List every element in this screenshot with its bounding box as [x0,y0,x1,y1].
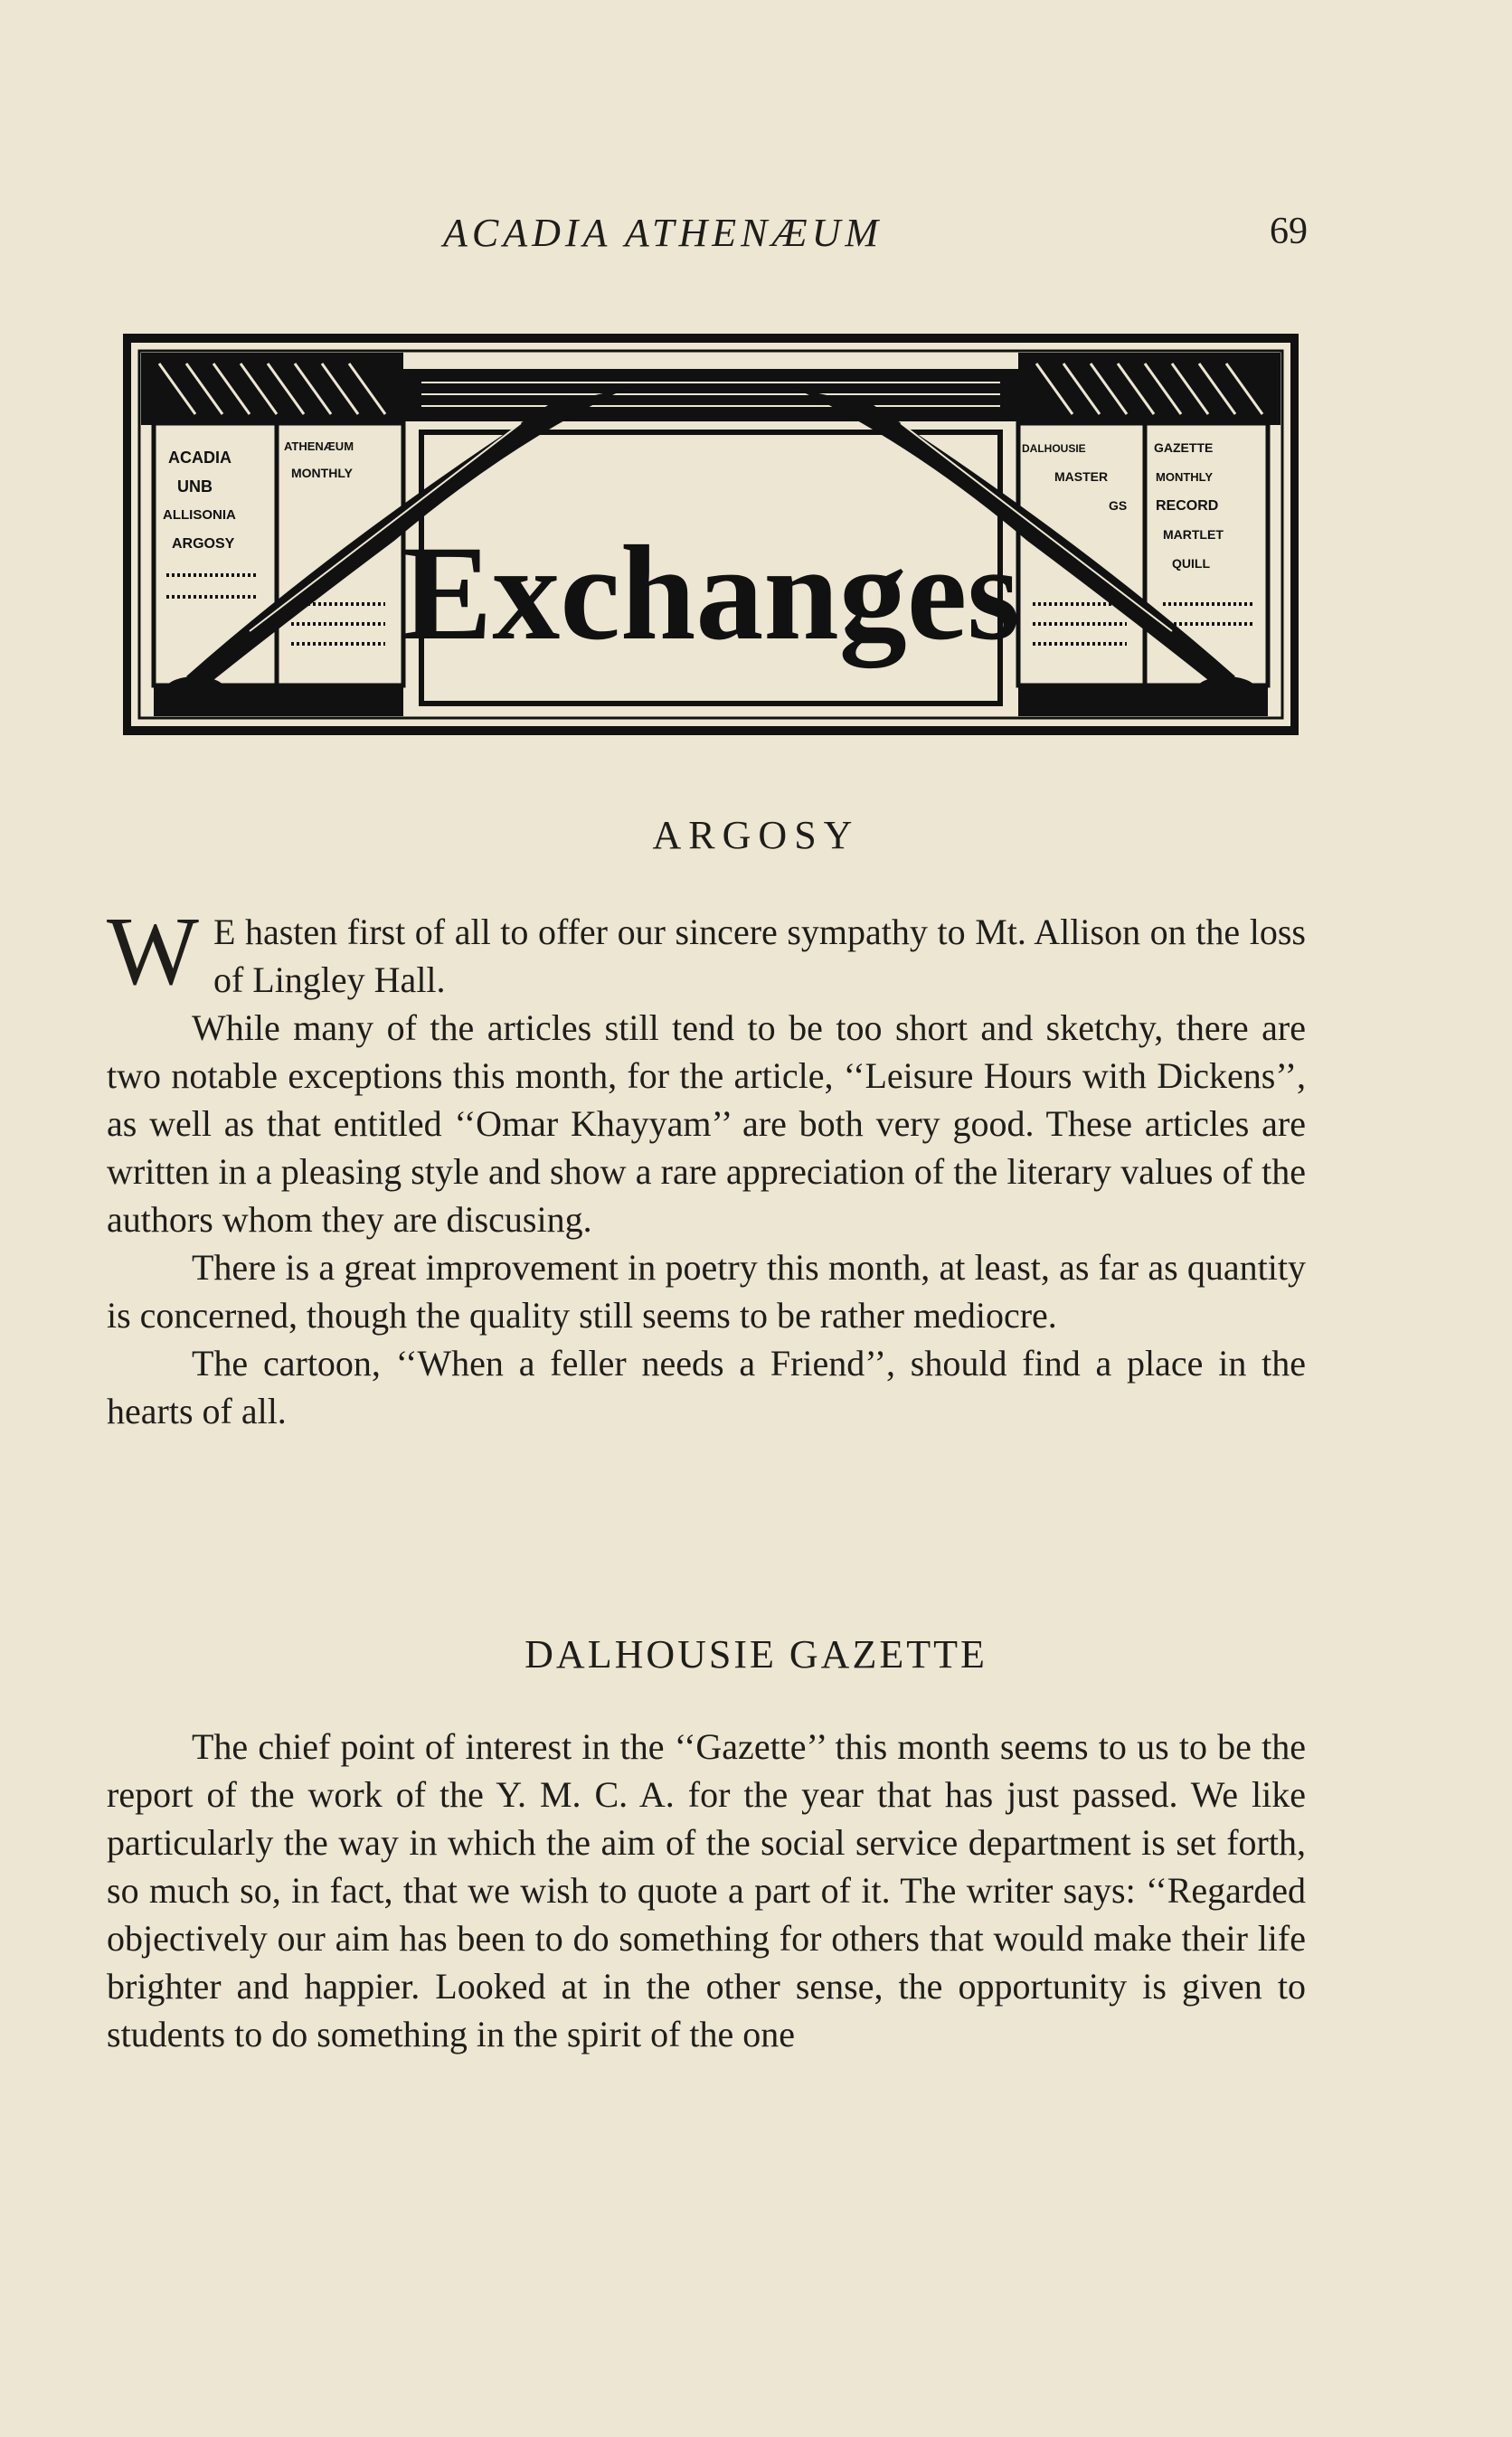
running-title: ACADIA ATHENÆUM [443,211,884,255]
left-book-line: ALLISONIA [163,507,236,523]
banner-title: Exchanges [402,518,1020,668]
right-book-line: GS [1109,498,1128,513]
argosy-paragraph [107,898,1306,1006]
right-book-line: MARTLET [1163,527,1224,542]
left-book-line: ACADIA [168,449,232,467]
drop-cap: W [107,898,199,1006]
argosy-paragraph: While many of the articles still tend to be too short and sketchy, there are two notable exceptions this month, for the article, ‘‘Leisure Hours with Dickens’’, as well as that entitled ‘‘Omar Khayyam’’ are both very good. These articles are written in a pleasing style and show a rare appreciation of the literary values of the authors whom they are discusing. [107,1007,1306,1240]
left-book-line: UNB [177,477,213,496]
argosy-heading: ARGOSY [652,813,860,857]
argosy-paragraph: There is a great improvement in poetry this month, at least, as far as quantity is concerned, though the quality still seems to be rather mediocre. [107,1247,1306,1336]
right-book-line: MASTER [1054,469,1109,484]
argosy-p1-start: E [213,912,236,952]
page-number: 69 [1270,211,1308,252]
right-book-line: RECORD [1156,498,1219,514]
dalhousie-heading: DALHOUSIE GAZETTE [524,1632,988,1677]
exchanges-banner-illustration [123,333,1299,736]
dalhousie-paragraph: The chief point of interest in the ‘‘Gazette’’ this month seems to us to be the report of the work of the Y. M. C. A. for the year that has just passed. We like particularly the way in which the aim of the social service department is set forth, so much so, in fact, that we wish to quote a part of it. The writer says: ‘‘Regarded objectively our aim has been to do something for others that would make their life brighter and happier. Looked at in the other sense, the opportunity is given to students to do something in the spirit of the one [107,1726,1306,2054]
argosy-p1-rest: hasten first of all to offer our sincere sympathy to Mt. Allison on the loss of Lingley Hall. [213,912,1306,1000]
right-book-line: DALHOUSIE [1022,442,1086,455]
argosy-section [107,898,1306,1435]
left-book-line: ARGOSY [172,536,235,552]
running-head [0,210,1512,264]
dalhousie-section [107,1723,1306,2058]
argosy-paragraph: The cartoon, ‘‘When a feller needs a Friend’’, should find a place in the hearts of all. [107,1343,1306,1431]
exchanges-banner [123,333,1299,736]
left-book-line: ATHENÆUM [284,439,354,453]
right-book-line: MONTHLY [1156,470,1214,484]
right-book-line: QUILL [1172,556,1210,571]
right-book-line: GAZETTE [1154,440,1214,455]
left-book-line: MONTHLY [291,466,353,480]
